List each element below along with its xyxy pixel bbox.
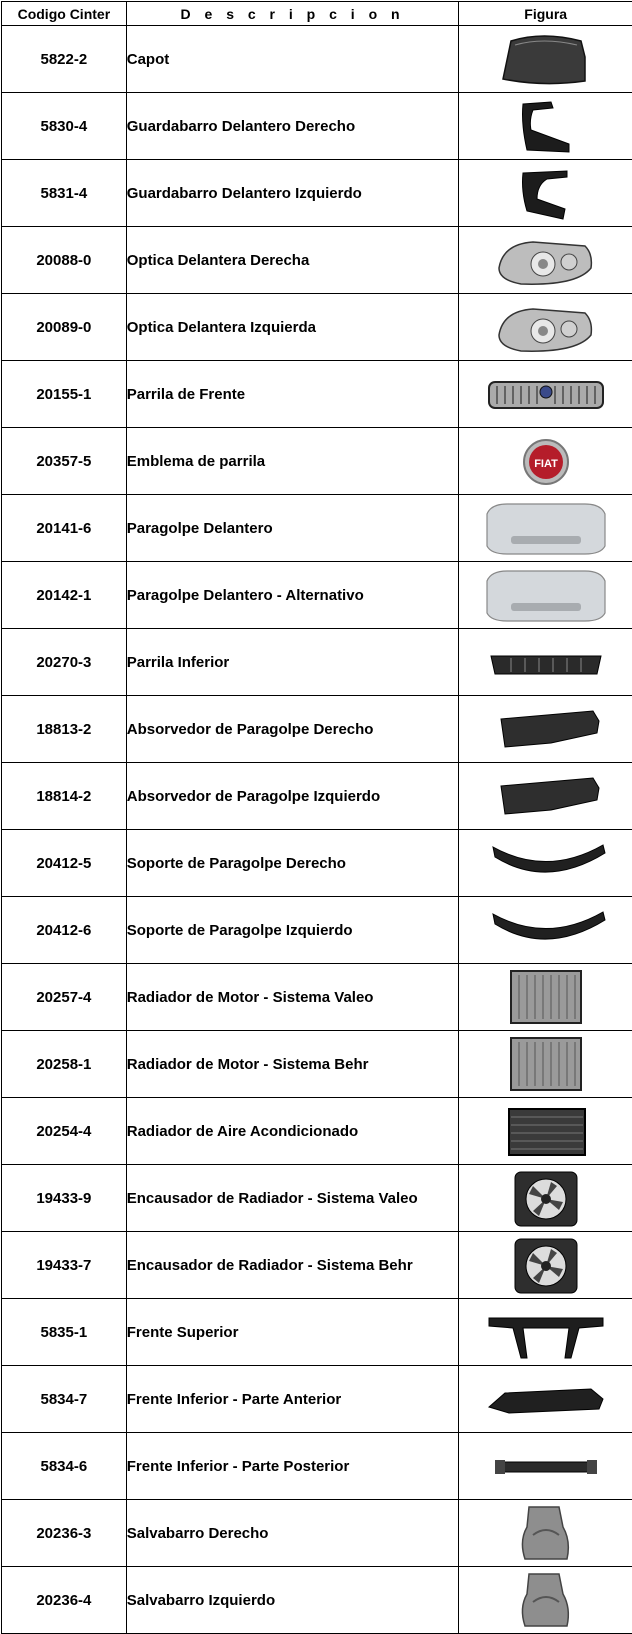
part-code: 5834-7 — [2, 1366, 127, 1433]
parts-table — [1, 1, 632, 1634]
part-description: Salvabarro Derecho — [126, 1500, 459, 1567]
part-description: Radiador de Aire Acondicionado — [126, 1098, 459, 1165]
part-description: Salvabarro Izquierdo — [126, 1567, 459, 1634]
part-description: Radiador de Motor - Sistema Behr — [126, 1031, 459, 1098]
part-description: Guardabarro Delantero Derecho — [126, 93, 459, 160]
part-description: Parrila Inferior — [126, 629, 459, 696]
part-figure — [459, 1366, 632, 1433]
absorber-icon — [481, 697, 611, 761]
part-code: 20258-1 — [2, 1031, 127, 1098]
bumper-icon — [481, 496, 611, 560]
part-figure — [459, 1098, 632, 1165]
part-description: Optica Delantera Izquierda — [126, 294, 459, 361]
ac-condenser-icon — [481, 1099, 611, 1163]
part-figure — [459, 160, 632, 227]
table-row — [2, 428, 632, 495]
part-description: Frente Inferior - Parte Posterior — [126, 1433, 459, 1500]
table-row — [2, 763, 632, 830]
radiator-icon — [481, 965, 611, 1029]
table-row — [2, 964, 632, 1031]
part-code: 19433-7 — [2, 1232, 127, 1299]
figure-column-header: Figura — [459, 2, 632, 26]
part-figure — [459, 93, 632, 160]
part-description: Paragolpe Delantero — [126, 495, 459, 562]
part-code: 20236-3 — [2, 1500, 127, 1567]
part-description: Encausador de Radiador - Sistema Behr — [126, 1232, 459, 1299]
part-description: Frente Superior — [126, 1299, 459, 1366]
part-code: 5830-4 — [2, 93, 127, 160]
lower-grille-icon — [481, 630, 611, 694]
table-row — [2, 495, 632, 562]
table-row — [2, 629, 632, 696]
code-column-header: Codigo Cinter — [2, 2, 127, 26]
part-code: 20088-0 — [2, 227, 127, 294]
hood-icon — [481, 27, 611, 91]
part-figure — [459, 629, 632, 696]
part-description: Guardabarro Delantero Izquierdo — [126, 160, 459, 227]
part-figure — [459, 26, 632, 93]
table-row — [2, 1567, 632, 1634]
fan-shroud-icon — [481, 1233, 611, 1297]
part-code: 20236-4 — [2, 1567, 127, 1634]
part-figure — [459, 495, 632, 562]
wheel-liner-icon — [481, 1568, 611, 1632]
table-row — [2, 361, 632, 428]
part-code: 5834-6 — [2, 1433, 127, 1500]
lower-front-bar-icon — [481, 1434, 611, 1498]
table-row — [2, 93, 632, 160]
table-row — [2, 1165, 632, 1232]
description-column-header: D e s c r i p c i o n — [126, 2, 459, 26]
part-figure — [459, 562, 632, 629]
table-row — [2, 1232, 632, 1299]
part-code: 18813-2 — [2, 696, 127, 763]
grille-icon — [481, 362, 611, 426]
part-figure — [459, 1567, 632, 1634]
part-description: Encausador de Radiador - Sistema Valeo — [126, 1165, 459, 1232]
headlight-icon — [481, 295, 611, 359]
table-row — [2, 696, 632, 763]
radiator-icon — [481, 1032, 611, 1096]
table-row — [2, 1366, 632, 1433]
part-code: 5831-4 — [2, 160, 127, 227]
part-description: Parrila de Frente — [126, 361, 459, 428]
part-description: Radiador de Motor - Sistema Valeo — [126, 964, 459, 1031]
part-description: Soporte de Paragolpe Derecho — [126, 830, 459, 897]
part-description: Absorvedor de Paragolpe Izquierdo — [126, 763, 459, 830]
part-description: Paragolpe Delantero - Alternativo — [126, 562, 459, 629]
table-row — [2, 26, 632, 93]
bumper-icon — [481, 563, 611, 627]
part-code: 20412-5 — [2, 830, 127, 897]
part-description: Soporte de Paragolpe Izquierdo — [126, 897, 459, 964]
part-description: Absorvedor de Paragolpe Derecho — [126, 696, 459, 763]
part-figure — [459, 1299, 632, 1366]
table-row — [2, 1500, 632, 1567]
part-code: 18814-2 — [2, 763, 127, 830]
part-code: 20089-0 — [2, 294, 127, 361]
part-figure — [459, 1433, 632, 1500]
wheel-liner-icon — [481, 1501, 611, 1565]
table-row — [2, 1433, 632, 1500]
part-code: 20155-1 — [2, 361, 127, 428]
part-code: 20257-4 — [2, 964, 127, 1031]
table-row — [2, 1098, 632, 1165]
part-code: 20357-5 — [2, 428, 127, 495]
part-code: 5835-1 — [2, 1299, 127, 1366]
part-code: 20142-1 — [2, 562, 127, 629]
table-row — [2, 1299, 632, 1366]
table-row — [2, 294, 632, 361]
header-row — [2, 2, 632, 26]
part-figure — [459, 1165, 632, 1232]
lower-front-beam-icon — [481, 1367, 611, 1431]
table-row — [2, 227, 632, 294]
table-row — [2, 897, 632, 964]
absorber-icon — [481, 764, 611, 828]
emblem-icon — [481, 429, 611, 493]
part-code: 20412-6 — [2, 897, 127, 964]
part-code: 19433-9 — [2, 1165, 127, 1232]
fan-shroud-icon — [481, 1166, 611, 1230]
part-figure — [459, 1232, 632, 1299]
table-row — [2, 1031, 632, 1098]
part-figure — [459, 964, 632, 1031]
table-row — [2, 160, 632, 227]
bumper-support-icon — [481, 831, 611, 895]
part-figure — [459, 428, 632, 495]
part-figure — [459, 897, 632, 964]
svg-text:FIAT: FIAT — [534, 458, 558, 470]
table-row — [2, 830, 632, 897]
part-description: Capot — [126, 26, 459, 93]
part-description: Emblema de parrila — [126, 428, 459, 495]
part-figure — [459, 294, 632, 361]
part-figure — [459, 830, 632, 897]
part-code: 20254-4 — [2, 1098, 127, 1165]
part-code: 5822-2 — [2, 26, 127, 93]
bumper-support-icon — [481, 898, 611, 962]
fender-right-icon — [481, 94, 611, 158]
headlight-icon — [481, 228, 611, 292]
part-description: Optica Delantera Derecha — [126, 227, 459, 294]
part-figure — [459, 227, 632, 294]
part-figure — [459, 763, 632, 830]
part-code: 20270-3 — [2, 629, 127, 696]
part-code: 20141-6 — [2, 495, 127, 562]
part-figure — [459, 1031, 632, 1098]
upper-front-panel-icon — [481, 1300, 611, 1364]
part-figure — [459, 1500, 632, 1567]
part-figure — [459, 696, 632, 763]
fender-left-icon — [481, 161, 611, 225]
table-row — [2, 562, 632, 629]
part-description: Frente Inferior - Parte Anterior — [126, 1366, 459, 1433]
part-figure — [459, 361, 632, 428]
